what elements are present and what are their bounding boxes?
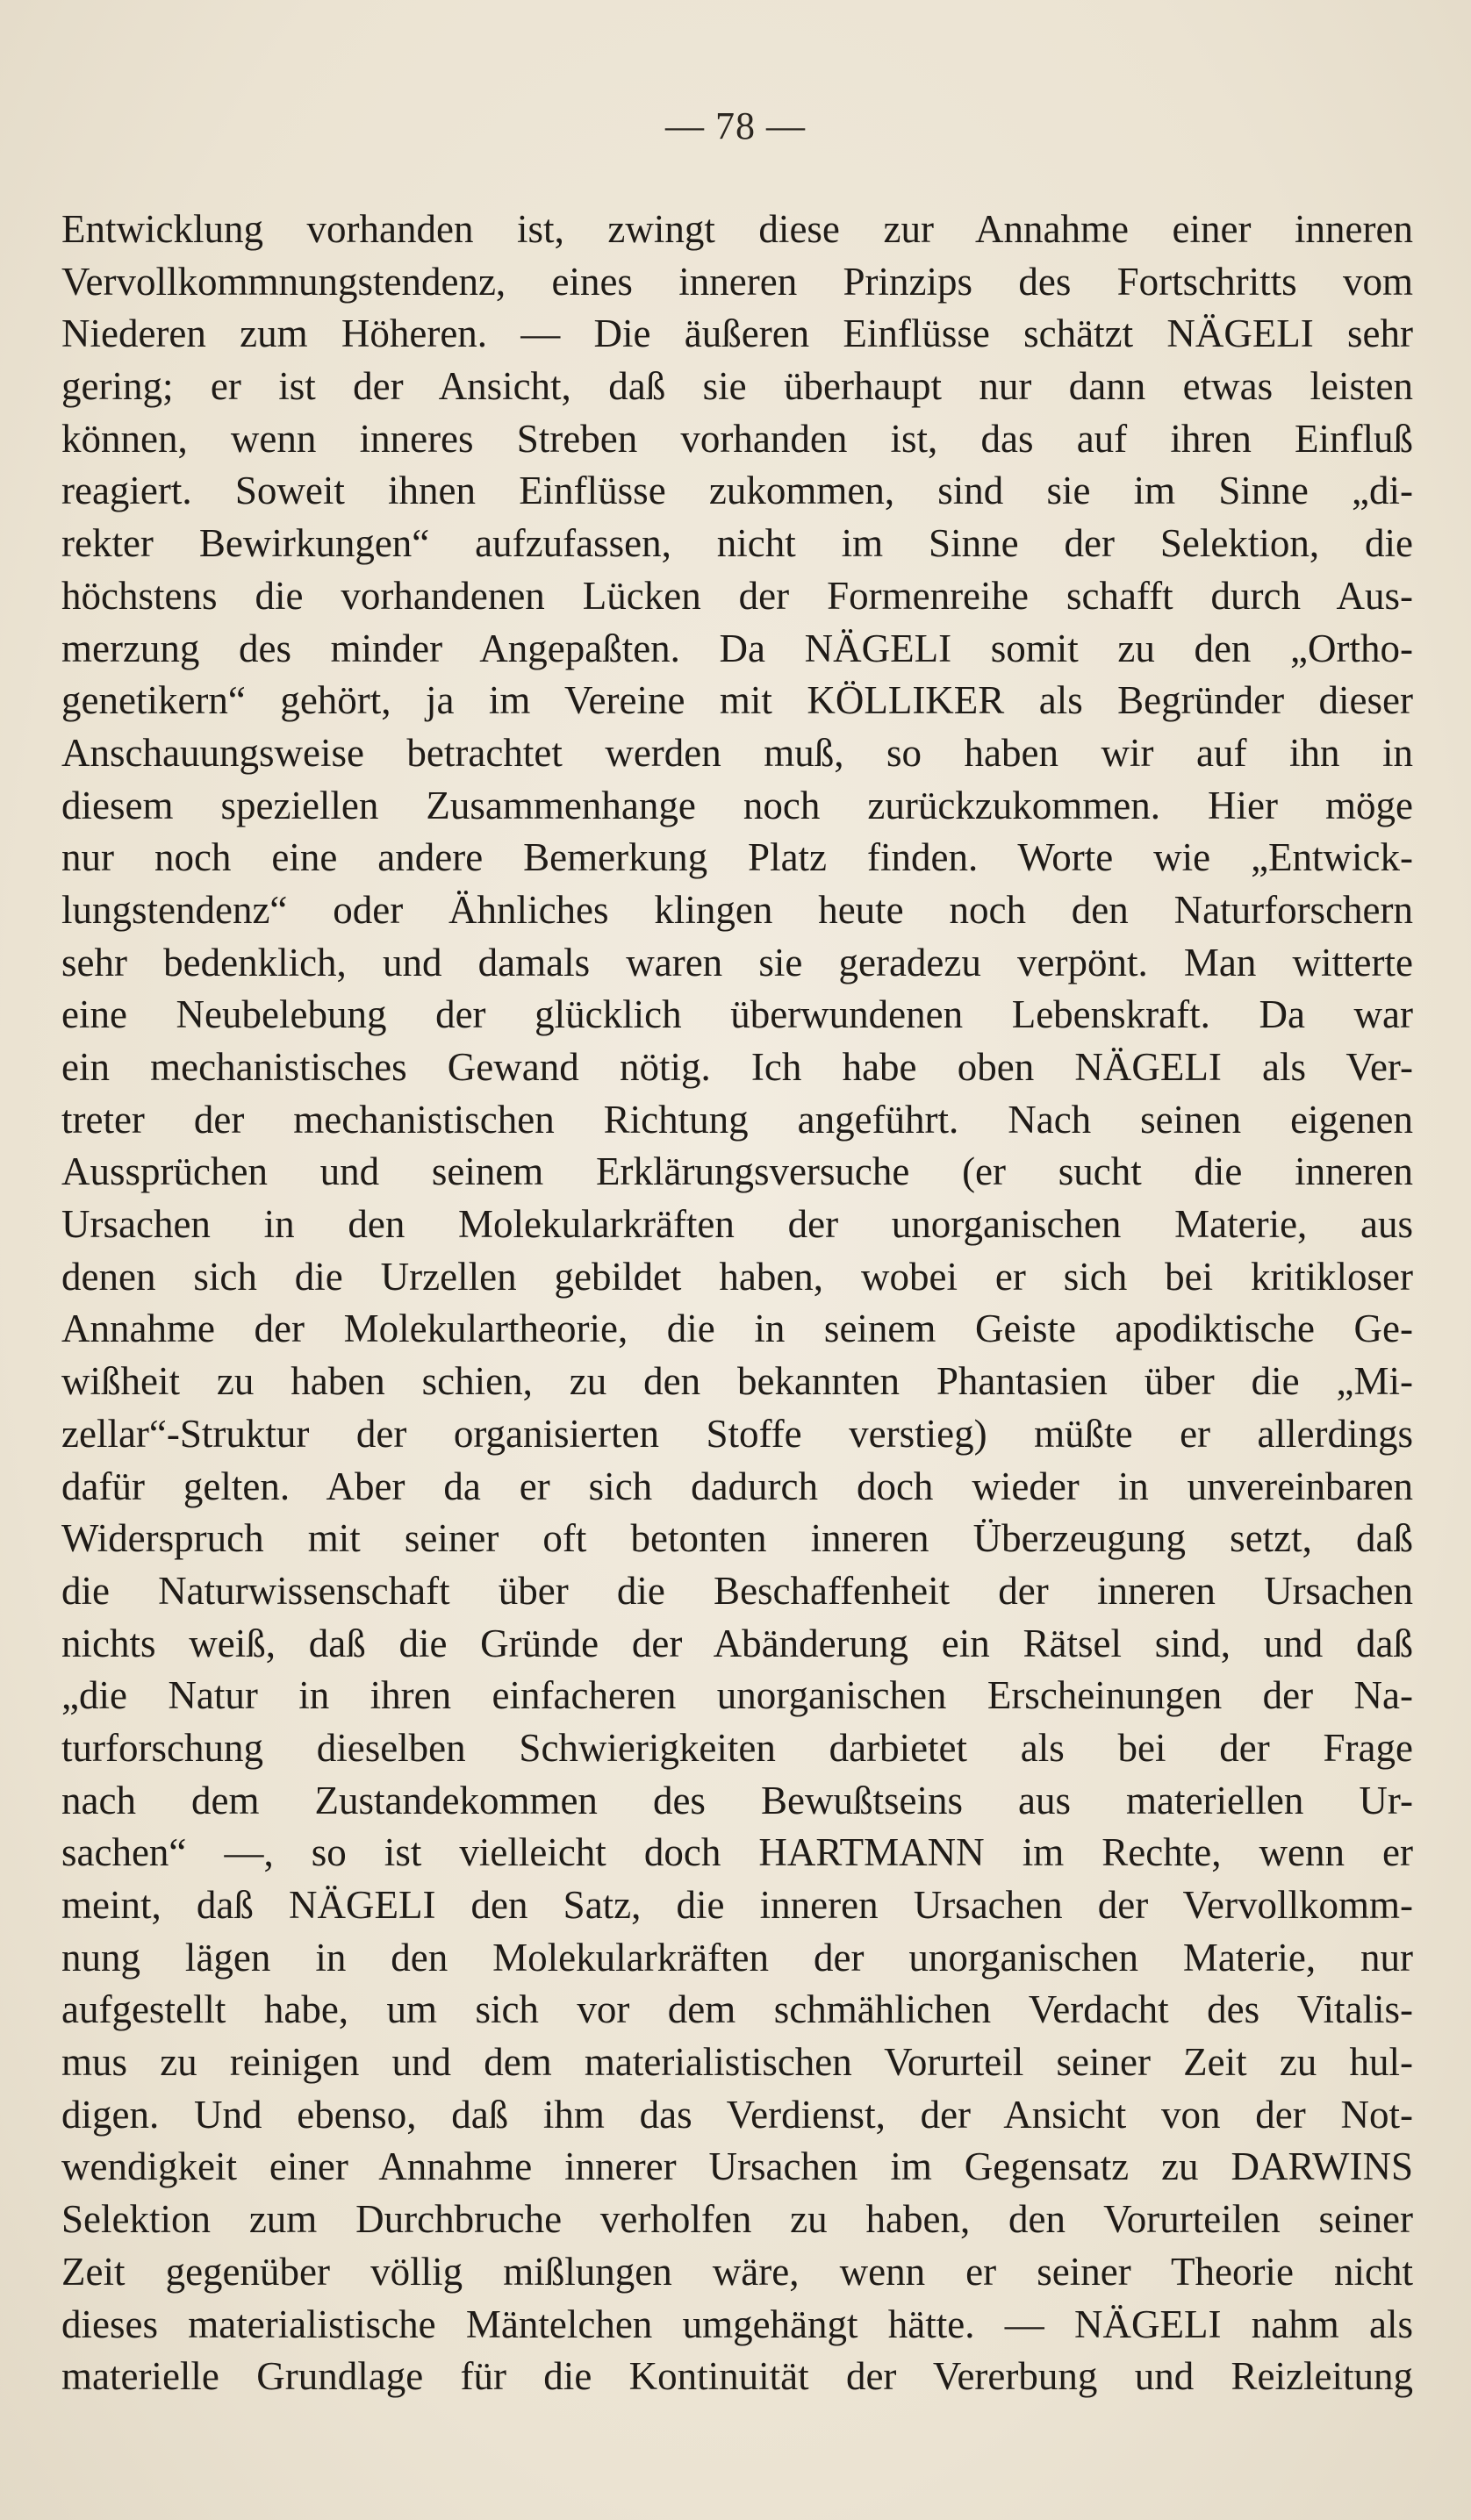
text-line: genetikern“ gehört, ja im Vereine mit KÖLLIKER als Begründer dieser [61,678,1413,723]
text-line: Vervollkommnungstendenz, eines inneren Prinzips des Fortschritts vom [61,259,1413,304]
text-line: treter der mechanistischen Richtung angeführt. Nach seinen eigenen [61,1097,1413,1142]
text-line: meint, daß NÄGELI den Satz, die inneren Ursachen der Vervollkomm- [61,1883,1413,1927]
text-line: Zeit gegenüber völlig mißlungen wäre, wenn er seiner Theorie nicht [61,2249,1413,2294]
text-line: Niederen zum Höheren. — Die äußeren Einflüsse schätzt NÄGELI sehr [61,311,1413,356]
text-line: Aussprüchen und seinem Erklärungsversuche (er sucht die inneren [61,1149,1413,1194]
text-line: Entwicklung vorhanden ist, zwingt diese zur Annahme einer inneren [61,207,1413,251]
text-line: diesem speziellen Zusammenhange noch zurückzukommen. Hier möge [61,783,1413,827]
text-line: materielle Grundlage für die Kontinuität der Vererbung und Reizleitung [61,2354,1413,2399]
text-line: Selektion zum Durchbruche verholfen zu haben, den Vorurteilen seiner [61,2197,1413,2242]
text-line: höchstens die vorhandenen Lücken der Formenreihe schafft durch Aus- [61,573,1413,618]
text-line: Anschauungsweise betrachtet werden muß, so haben wir auf ihn in [61,730,1413,775]
text-line: wißheit zu haben schien, zu den bekannten Phantasien über die „Mi- [61,1359,1413,1404]
text-line: Widerspruch mit seiner oft betonten inneren Überzeugung setzt, daß [61,1516,1413,1561]
text-line: Ursachen in den Molekularkräften der unorganischen Materie, aus [61,1202,1413,1247]
text-line: aufgestellt habe, um sich vor dem schmählichen Verdacht des Vitalis- [61,1987,1413,2032]
text-line: dafür gelten. Aber da er sich dadurch doch wieder in unvereinbaren [61,1464,1413,1508]
text-line: die Naturwissenschaft über die Beschaffenheit der inneren Ursachen [61,1568,1413,1613]
text-line: sehr bedenklich, und damals waren sie geradezu verpönt. Man witterte [61,940,1413,984]
text-line: sachen“ —, so ist vielleicht doch HARTMANN im Rechte, wenn er [61,1830,1413,1875]
text-line: digen. Und ebenso, daß ihm das Verdienst, der Ansicht von der Not- [61,2092,1413,2137]
text-line: denen sich die Urzellen gebildet haben, wobei er sich bei kritikloser [61,1254,1413,1299]
text-line: dieses materialistische Mäntelchen umgehängt hätte. — NÄGELI nahm als [61,2302,1413,2346]
text-line: lungstendenz“ oder Ähnliches klingen heute noch den Naturforschern [61,887,1413,932]
text-line: können, wenn inneres Streben vorhanden ist, das auf ihren Einfluß [61,416,1413,461]
text-line: merzung des minder Angepaßten. Da NÄGELI somit zu den „Ortho- [61,626,1413,670]
text-line: wendigkeit einer Annahme innerer Ursachen im Gegensatz zu DARWINS [61,2144,1413,2189]
text-line: zellar“-Struktur der organisierten Stoffe verstieg) müßte er allerdings [61,1411,1413,1456]
text-line: nach dem Zustandekommen des Bewußtseins aus materiellen Ur- [61,1778,1413,1822]
text-line: nur noch eine andere Bemerkung Platz finden. Worte wie „Entwick- [61,835,1413,880]
text-line: Annahme der Molekulartheorie, die in seinem Geiste apodiktische Ge- [61,1307,1413,1351]
text-line: nichts weiß, daß die Gründe der Abänderung ein Rätsel sind, und daß [61,1621,1413,1665]
text-line: mus zu reinigen und dem materialistischen Vorurteil seiner Zeit zu hul- [61,2040,1413,2085]
text-line: eine Neubelebung der glücklich überwundenen Lebenskraft. Da war [61,992,1413,1037]
body-text [61,204,1413,2403]
text-line: gering; er ist der Ansicht, daß sie überhaupt nur dann etwas leisten [61,364,1413,409]
text-line: „die Natur in ihren einfacheren unorganischen Erscheinungen der Na- [61,1673,1413,1718]
text-line: reagiert. Soweit ihnen Einflüsse zukommen, sind sie im Sinne „di- [61,469,1413,513]
text-line: ein mechanistisches Gewand nötig. Ich habe oben NÄGELI als Ver- [61,1045,1413,1089]
page-number: — 78 — [665,104,806,147]
text-line: nung lägen in den Molekularkräften der unorganischen Materie, nur [61,1935,1413,1979]
text-line: turforschung dieselben Schwierigkeiten darbietet als bei der Frage [61,1725,1413,1770]
text-line: rekter Bewirkungen“ aufzufassen, nicht im Sinne der Selektion, die [61,521,1413,566]
